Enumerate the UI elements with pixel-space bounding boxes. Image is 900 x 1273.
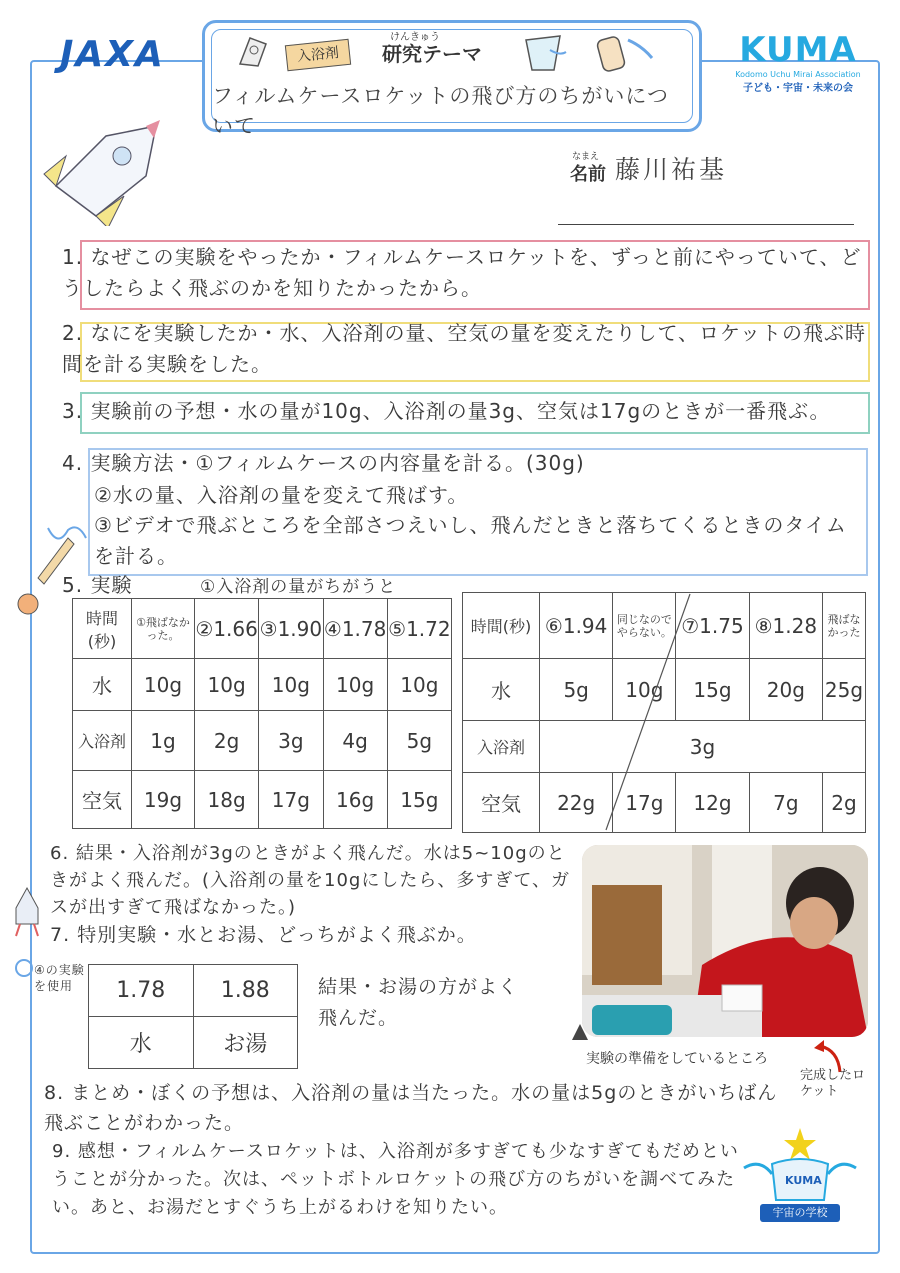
table1-cell: 10g <box>195 659 259 711</box>
table2-cell: 10g <box>613 659 676 721</box>
section7-text: 7. 特別実験・水とお湯、どっちがよく飛ぶか。 <box>50 924 477 946</box>
photo-illustration <box>582 845 868 1037</box>
section2-text: 2. なにを実験したか・水、入浴剤の量、空気の量を変えたりして、ロケットの飛ぶ時間を計る実験をした。 <box>62 321 867 376</box>
jaxa-logo: JAXA <box>60 34 165 75</box>
section8-text: 8. まとめ・ぼくの予想は、入浴剤の量は当たった。水の量は5gのときがいちばん飛ぶことがわかった。 <box>44 1082 778 1134</box>
table1-cell: 2g <box>195 711 259 771</box>
water-cup-icon <box>520 30 570 74</box>
name-label: 名前 <box>570 164 606 185</box>
table2-diagonal-line <box>596 592 692 832</box>
table2-cell: 飛ばなかった <box>823 593 866 659</box>
bottle-icon <box>592 26 656 76</box>
table1-cell: ⑤1.72 <box>387 599 451 659</box>
rocket-icon <box>232 30 276 70</box>
section4-heading: 4. 実験方法・①フィルムケースの内容量を計る。(30g) <box>62 451 585 475</box>
badge-kuma-text: KUMA <box>785 1174 822 1187</box>
section6-text: 6. 結果・入浴剤が3gのときがよく飛んだ。水は5~10gのときがよく飛んだ。(入浴剤の量を10gにしたら、多すぎて、ガスが出すぎて飛ばなかった。) <box>50 843 570 918</box>
table2-cell: 同じなのでやらない。 <box>613 593 676 659</box>
experiment-table-1 <box>72 598 452 829</box>
photo-caption: 実験の準備をしているところ <box>586 1051 768 1067</box>
experiment-table-3 <box>88 964 298 1069</box>
table2-row-label: 入浴剤 <box>463 721 540 773</box>
table1-row-label: 空気 <box>73 771 132 829</box>
rocket-caption: 完成したロケット <box>800 1068 866 1099</box>
table2-cell: 12g <box>676 773 749 833</box>
badge-label: 宇宙の学校 <box>760 1204 840 1222</box>
table1-cell: 3g <box>259 711 323 771</box>
section4-step2: ②水の量、入浴剤の量を変えて飛ばす。 <box>94 483 469 507</box>
table1-cell: 4g <box>323 711 387 771</box>
table2-cell: 15g <box>676 659 749 721</box>
kuma-logo-jp: 子ども・宇宙・未来の会 <box>743 83 853 94</box>
table1-cell: 10g <box>323 659 387 711</box>
table2-row-label: 水 <box>463 659 540 721</box>
table2-cell: 17g <box>613 773 676 833</box>
section9-text: 9. 感想・フィルムケースロケットは、入浴剤が多すぎても少なすぎてもだめということが分かった。次は、ペットボトルロケットの飛び方のちがいを調べてみたい。あと、お湯だとすぐうち上がるわけを知りたい。 <box>52 1141 739 1218</box>
section5-subheading: ①入浴剤の量がちがうと <box>200 577 397 597</box>
table1-row-label: 時間(秒) <box>73 599 132 659</box>
table2-cell: ⑥1.94 <box>540 593 613 659</box>
table3-cell: 1.78 <box>89 965 194 1017</box>
table1-cell: 15g <box>387 771 451 829</box>
name-underline <box>558 224 854 225</box>
table1-cell: ③1.90 <box>259 599 323 659</box>
kuma-logo-sub: Kodomo Uchu Mirai Association <box>735 70 861 79</box>
table2-cell: ⑦1.75 <box>676 593 749 659</box>
table1-cell: 17g <box>259 771 323 829</box>
table2-cell: 25g <box>823 659 866 721</box>
theme-label: 研究テーマ <box>382 42 482 66</box>
table2-row-label: 空気 <box>463 773 540 833</box>
name-value: 藤川祐基 <box>615 155 728 184</box>
experiment-photo <box>582 845 868 1037</box>
table2-cell: 5g <box>540 659 613 721</box>
table3-cell: お湯 <box>193 1017 298 1069</box>
name-ruby: なまえ <box>572 152 600 162</box>
section5-heading: 5. 実験 <box>62 573 133 597</box>
table2-row-label: 時間(秒) <box>463 593 540 659</box>
photo-pointer-icon <box>570 1022 590 1042</box>
section3-text: 3. 実験前の予想・水の量が10g、入浴剤の量3g、空気は17gのときが一番飛ぶ。 <box>62 399 831 423</box>
table1-cell: 10g <box>259 659 323 711</box>
table2-cell: 2g <box>823 773 866 833</box>
table2-cell: 20g <box>749 659 822 721</box>
table3-cell: 1.88 <box>193 965 298 1017</box>
theme-ruby: けんきゅう <box>390 32 440 43</box>
table2-cell: 22g <box>540 773 613 833</box>
table1-cell: 10g <box>132 659 195 711</box>
space-school-badge <box>740 1124 860 1224</box>
table1-cell: ②1.66 <box>195 599 259 659</box>
table1-row-label: 水 <box>73 659 132 711</box>
table2-cell: 7g <box>749 773 822 833</box>
theme-text: フィルムケースロケットの飛び方のちがいについて <box>212 84 669 138</box>
table1-cell: 16g <box>323 771 387 829</box>
section1-text: 1. なぜこの実験をやったか・フィルムケースロケットを、ずっと前にやっていて、どうしたらよく飛ぶのかを知りたかったから。 <box>62 245 862 300</box>
table3-cell: 水 <box>89 1017 194 1069</box>
table1-cell: ①飛ばなかった。 <box>132 599 195 659</box>
kuma-logo-text: KUMA <box>739 30 857 70</box>
table2-cell: ⑧1.28 <box>749 593 822 659</box>
section7-result: 結果・お湯の方がよく飛んだ。 <box>318 976 519 1029</box>
table1-cell: 19g <box>132 771 195 829</box>
table1-cell: 1g <box>132 711 195 771</box>
table2-merged-cell: 3g <box>540 721 866 773</box>
table1-cell: 10g <box>387 659 451 711</box>
table1-cell: 5g <box>387 711 451 771</box>
rocket-drawing-icon <box>36 116 166 226</box>
section7-side-note: ④の実験を使用 <box>34 963 85 993</box>
badge-emblem <box>740 1124 860 1204</box>
bath-salt-icon: 入浴剤 <box>285 39 351 72</box>
section4-step3: ③ビデオで飛ぶところを全部さつえいし、飛んだときと落ちてくるときのタイムを計る。 <box>94 513 847 568</box>
table1-row-label: 入浴剤 <box>73 711 132 771</box>
table1-cell: ④1.78 <box>323 599 387 659</box>
table1-cell: 18g <box>195 771 259 829</box>
kuma-logo <box>728 30 868 94</box>
